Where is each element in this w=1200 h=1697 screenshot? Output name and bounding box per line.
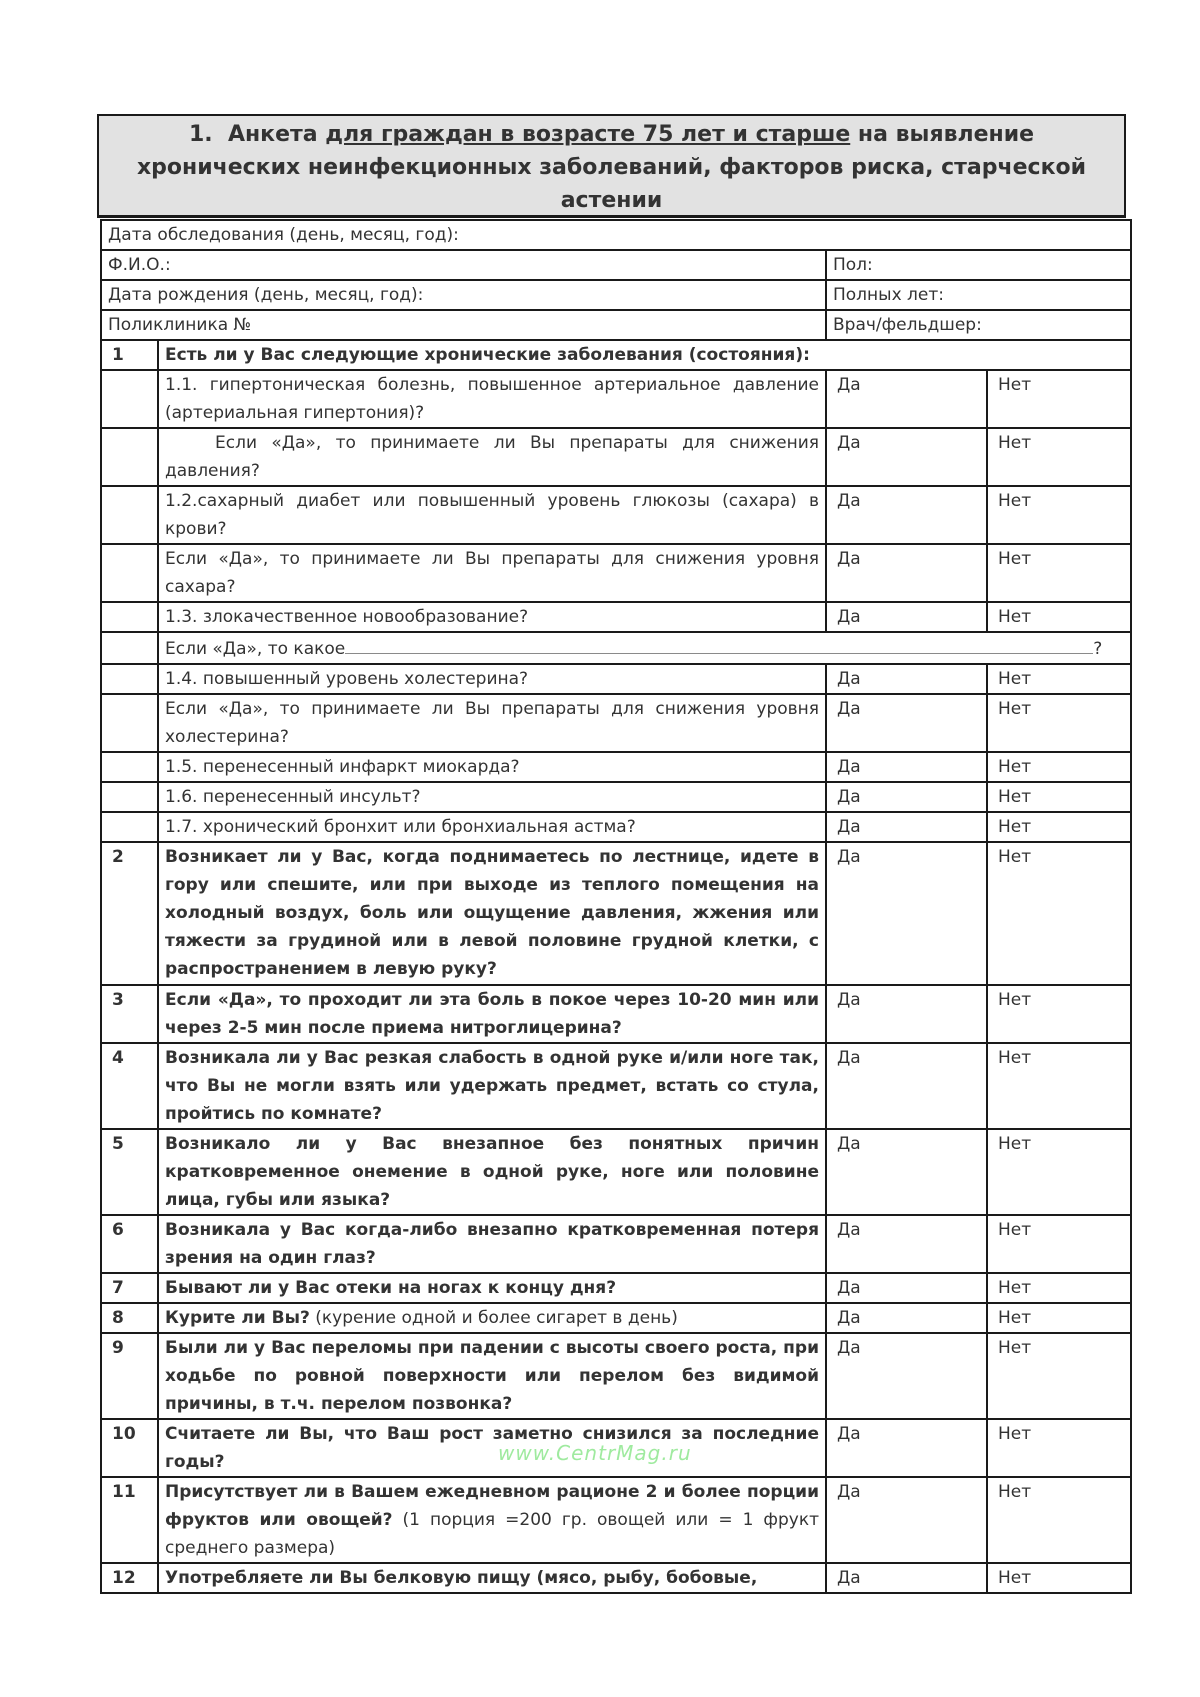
answer-no[interactable]: Нет — [987, 1129, 1131, 1215]
question-text: Считаете ли Вы, что Ваш рост заметно снизился за последние годы? — [158, 1419, 826, 1477]
question-row-9 — [101, 1333, 1131, 1419]
question-number: 12 — [101, 1563, 158, 1593]
question-text: Были ли у Вас переломы при падении с высоты своего роста, при ходьбе по ровной поверхности или перелом без видимой причины, в т.ч. перелом позвонка? — [158, 1333, 826, 1419]
answer-yes[interactable]: Да — [826, 486, 987, 544]
answer-yes[interactable]: Да — [826, 544, 987, 602]
question-number: 2 — [101, 842, 158, 985]
question-text-main: Присутствует ли в Вашем ежедневном рационе 2 и более порции фруктов или овощей? — [165, 1482, 819, 1530]
question-note: (1 порция =200 гр. овощей или = 1 фрукт среднего размера) — [165, 1510, 819, 1558]
question-row-11 — [101, 1477, 1131, 1563]
answer-yes[interactable]: Да — [826, 1043, 987, 1129]
question-row-12 — [101, 1563, 1131, 1593]
answer-yes[interactable]: Да — [826, 370, 987, 428]
watermark: www.CentrMag.ru — [498, 1441, 692, 1465]
empty-number-cell — [101, 486, 158, 544]
answer-no[interactable]: Нет — [987, 694, 1131, 752]
answer-yes[interactable]: Да — [826, 428, 987, 486]
answer-yes[interactable]: Да — [826, 1477, 987, 1563]
question-text: Возникала ли у Вас резкая слабость в одной руке и/или ноге так, что Вы не могли взять или удержать предмет, встать со стула, пройтись по комнате? — [158, 1043, 826, 1129]
empty-number-cell — [101, 664, 158, 694]
empty-number-cell — [101, 544, 158, 602]
empty-number-cell — [101, 428, 158, 486]
row-birth-age — [101, 280, 1131, 310]
question-row-5 — [101, 1129, 1131, 1215]
form-title — [97, 114, 1126, 218]
answer-no[interactable]: Нет — [987, 664, 1131, 694]
question-number: 4 — [101, 1043, 158, 1129]
answer-no[interactable]: Нет — [987, 752, 1131, 782]
subquestion-text: 1.1. гипертоническая болезнь, повышенное артериальное давление (артериальная гипертония)? — [158, 370, 826, 428]
question-text: Если «Да», то проходит ли эта боль в покое через 10-20 мин или через 2-5 мин после приема нитроглицерина? — [158, 985, 826, 1043]
title-suffix: на выявление — [857, 122, 1035, 147]
question-text: Возникала у Вас когда-либо внезапно кратковременная потеря зрения на один глаз? — [158, 1215, 826, 1273]
title-line-1 — [99, 118, 1124, 151]
subquestion-text: Если «Да», то принимаете ли Вы препараты для снижения уровня холестерина? — [158, 694, 826, 752]
question-number: 8 — [101, 1303, 158, 1333]
title-underlined-target: для граждан в возрасте 75 лет и старше — [325, 122, 851, 147]
answer-yes[interactable]: Да — [826, 985, 987, 1043]
question-row-6 — [101, 1215, 1131, 1273]
title-line-2: хронических неинфекционных заболеваний, факторов риска, старческой — [136, 155, 1087, 180]
subquestion-text: 1.7. хронический бронхит или бронхиальная астма? — [158, 812, 826, 842]
answer-yes[interactable]: Да — [826, 1333, 987, 1419]
answer-no[interactable]: Нет — [987, 1333, 1131, 1419]
row-clinic-doctor — [101, 310, 1131, 340]
question-row-4 — [101, 1043, 1131, 1129]
title-number: 1. — [188, 122, 213, 147]
title-prefix: Анкета — [227, 122, 318, 147]
answer-no[interactable]: Нет — [987, 1419, 1131, 1477]
answer-yes[interactable]: Да — [826, 1273, 987, 1303]
subquestion-text — [158, 428, 826, 486]
question-text: Употребляете ли Вы белковую пищу (мясо, рыбу, бобовые, — [158, 1563, 826, 1593]
answer-no[interactable]: Нет — [987, 985, 1131, 1043]
row-name-sex — [101, 250, 1131, 280]
answer-no[interactable]: Нет — [987, 1043, 1131, 1129]
empty-number-cell — [101, 602, 158, 632]
birth-date-field[interactable]: Дата рождения (день, месяц, год): — [101, 280, 826, 310]
question-row-7 — [101, 1273, 1131, 1303]
answer-no[interactable]: Нет — [987, 1303, 1131, 1333]
subquestion-text: 1.4. повышенный уровень холестерина? — [158, 664, 826, 694]
answer-yes[interactable]: Да — [826, 1419, 987, 1477]
subquestion-row — [101, 428, 1131, 486]
subquestion-row — [101, 782, 1131, 812]
answer-yes[interactable]: Да — [826, 602, 987, 632]
question-text — [158, 1477, 826, 1563]
subquestion-row — [101, 544, 1131, 602]
sex-field[interactable]: Пол: — [826, 250, 1131, 280]
answer-yes[interactable]: Да — [826, 664, 987, 694]
fill-in-end: ? — [1093, 639, 1103, 659]
tumor-type-fill-in[interactable] — [158, 632, 1131, 664]
full-years-field[interactable]: Полных лет: — [826, 280, 1131, 310]
subquestion-row — [101, 602, 1131, 632]
empty-number-cell — [101, 370, 158, 428]
answer-yes[interactable]: Да — [826, 752, 987, 782]
question-text: Возникает ли у Вас, когда поднимаетесь по лестнице, идете в гору или спешите, или при выходе из теплого помещения на холодный воздух, боль или ощущение давления, жжения или тяжести за грудиной или в левой половине грудной клетки, с распространением в левую руку? — [158, 842, 826, 985]
question-number: 3 — [101, 985, 158, 1043]
subquestion-text: 1.5. перенесенный инфаркт миокарда? — [158, 752, 826, 782]
answer-yes[interactable]: Да — [826, 812, 987, 842]
title-line-3: астении — [560, 188, 663, 213]
question-text: Возникало ли у Вас внезапное без понятных причин кратковременное онемение в одной руке, ноге или половине лица, губы или языка? — [158, 1129, 826, 1215]
question-number: 9 — [101, 1333, 158, 1419]
subquestion-text: 1.2.сахарный диабет или повышенный уровень глюкозы (сахара) в крови? — [158, 486, 826, 544]
answer-yes[interactable]: Да — [826, 782, 987, 812]
subquestion-row — [101, 812, 1131, 842]
subquestion-row — [101, 752, 1131, 782]
subquestion-row — [101, 694, 1131, 752]
question-number: 1 — [101, 340, 158, 370]
answer-yes[interactable]: Да — [826, 1303, 987, 1333]
question-row-1 — [101, 340, 1131, 370]
answer-no[interactable]: Нет — [987, 370, 1131, 428]
row-exam-date — [101, 220, 1131, 250]
empty-number-cell — [101, 632, 158, 664]
answer-no[interactable]: Нет — [987, 812, 1131, 842]
question-number: 6 — [101, 1215, 158, 1273]
answer-no[interactable]: Нет — [987, 544, 1131, 602]
questionnaire-table — [100, 219, 1132, 1594]
question-text — [158, 1303, 826, 1333]
answer-yes[interactable]: Да — [826, 1215, 987, 1273]
answer-no[interactable]: Нет — [987, 1563, 1131, 1593]
subquestion-row — [101, 664, 1131, 694]
empty-number-cell — [101, 812, 158, 842]
answer-no[interactable]: Нет — [987, 1215, 1131, 1273]
answer-no[interactable]: Нет — [987, 1273, 1131, 1303]
fill-in-label: Если «Да», то какое — [165, 639, 346, 659]
subquestion-row-fill-in — [101, 632, 1131, 664]
subquestion-text: 1.3. злокачественное новообразование? — [158, 602, 826, 632]
question-number: 7 — [101, 1273, 158, 1303]
question-text-main: Курите ли Вы? — [165, 1308, 310, 1328]
question-row-2 — [101, 842, 1131, 985]
doctor-field[interactable]: Врач/фельдшер: — [826, 310, 1131, 340]
full-name-field[interactable]: Ф.И.О.: — [101, 250, 826, 280]
question-text: Бывают ли у Вас отеки на ногах к концу дня? — [158, 1273, 826, 1303]
empty-number-cell — [101, 694, 158, 752]
subquestion-row — [101, 370, 1131, 428]
answer-no[interactable]: Нет — [987, 1477, 1131, 1563]
exam-date-field[interactable]: Дата обследования (день, месяц, год): — [101, 220, 1131, 250]
question-text: Есть ли у Вас следующие хронические заболевания (состояния): — [158, 340, 1131, 370]
answer-no[interactable]: Нет — [987, 486, 1131, 544]
question-row-10 — [101, 1419, 1131, 1477]
clinic-field[interactable]: Поликлиника № — [101, 310, 826, 340]
subquestion-text: Если «Да», то принимаете ли Вы препараты для снижения уровня сахара? — [158, 544, 826, 602]
question-row-8 — [101, 1303, 1131, 1333]
empty-number-cell — [101, 752, 158, 782]
answer-no[interactable]: Нет — [987, 842, 1131, 985]
empty-number-cell — [101, 782, 158, 812]
answer-no[interactable]: Нет — [987, 428, 1131, 486]
subquestion-row — [101, 486, 1131, 544]
answer-yes[interactable]: Да — [826, 1129, 987, 1215]
answer-no[interactable]: Нет — [987, 782, 1131, 812]
question-number: 5 — [101, 1129, 158, 1215]
answer-yes[interactable]: Да — [826, 1563, 987, 1593]
answer-yes[interactable]: Да — [826, 842, 987, 985]
question-number: 10 — [101, 1419, 158, 1477]
answer-yes[interactable]: Да — [826, 694, 987, 752]
subquestion-text: 1.6. перенесенный инсульт? — [158, 782, 826, 812]
fill-in-blank-line[interactable] — [345, 633, 1093, 654]
question-number: 11 — [101, 1477, 158, 1563]
question-note: (курение одной и более сигарет в день) — [309, 1308, 678, 1328]
subquestion-text-content: Если «Да», то принимаете ли Вы препараты для снижения давления? — [165, 433, 819, 481]
question-row-3 — [101, 985, 1131, 1043]
answer-no[interactable]: Нет — [987, 602, 1131, 632]
